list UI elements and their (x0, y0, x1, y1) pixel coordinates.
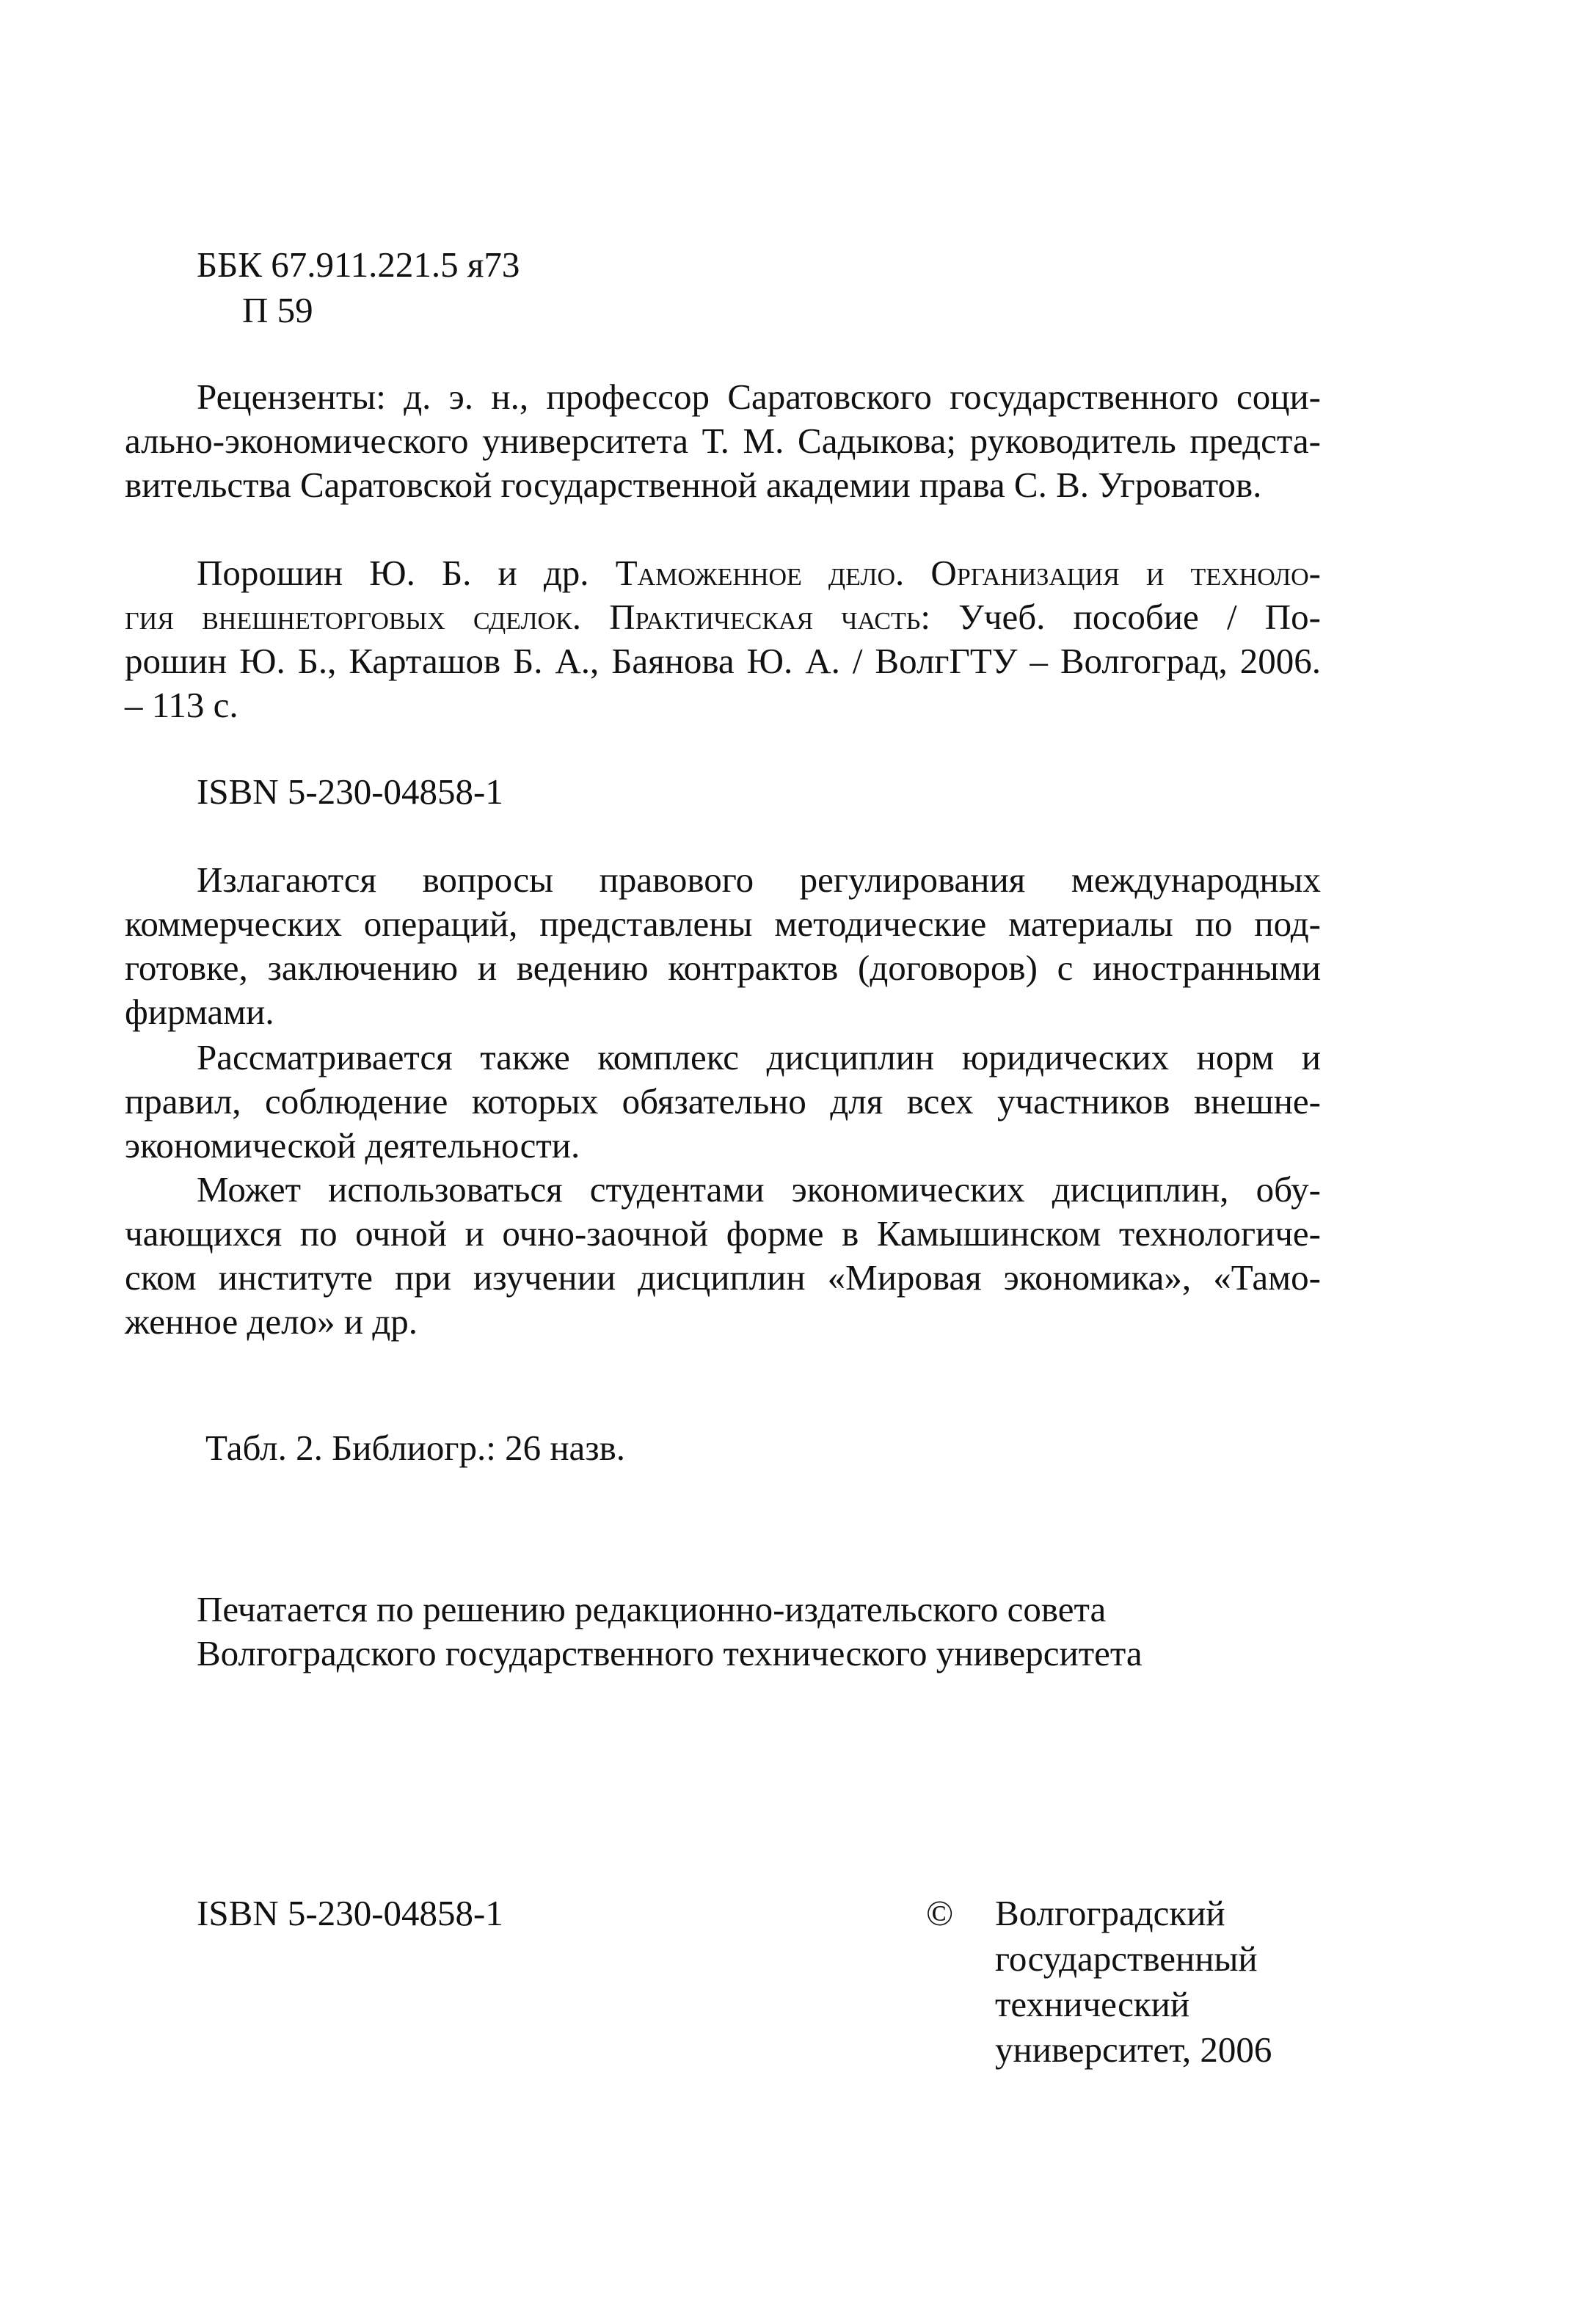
annotation-line: ском институте при изучении дисциплин «Мировая экономика», «Тамо- (125, 1257, 1321, 1298)
annotation-line: коммерческих операций, представлены методические материалы по под- (125, 904, 1321, 944)
tables-bibliography-count: Табл. 2. Библиогр.: 26 назв. (205, 1428, 626, 1468)
publication-note-line: Волгоградского государственного технического университета (197, 1633, 1143, 1673)
reviewers-line: вительства Саратовской государственной академии права С. В. Угроватов. (125, 465, 1262, 505)
copyright-holder-line: Волгоградский (995, 1893, 1225, 1933)
reviewers-line: Рецензенты: д. э. н., профессор Саратовского государственного соци- (197, 377, 1321, 417)
bbk-code: ББК 67.911.221.5 я73 (197, 244, 520, 285)
bibliography-title: гия внешнеторговых сделок. Практическая часть: (125, 597, 930, 637)
bibliography-line: рошин Ю. Б., Карташов Б. А., Баянова Ю. А. / ВолгГТУ – Волгоград, 2006. (125, 641, 1321, 681)
annotation-line: Рассматривается также комплекс дисциплин юридических норм и (197, 1037, 1321, 1077)
publication-note-line: Печатается по решению редакционно-издательского совета (197, 1589, 1107, 1629)
copyright-holder-line: университет, 2006 (995, 2029, 1272, 2070)
isbn-bottom: ISBN 5-230-04858-1 (197, 1893, 503, 1933)
author-mark: П 59 (242, 290, 313, 330)
annotation-line: готовке, заключению и ведению контрактов (договоров) с иностранными (125, 948, 1321, 988)
annotation-line: чающихся по очной и очно-заочной форме в Камышинском технологиче- (125, 1213, 1321, 1254)
bibliography-author: Порошин Ю. Б. и др. (197, 553, 616, 593)
copyright-sign: © (926, 1893, 954, 1933)
annotation-line: женное дело» и др. (125, 1301, 418, 1342)
reviewers-line: ально-экономического университета Т. М. Садыкова; руководитель предста- (125, 421, 1321, 461)
bibliography-text: Учеб. пособие / По- (930, 597, 1321, 637)
isbn-top: ISBN 5-230-04858-1 (197, 771, 503, 812)
annotation-line: экономической деятельности. (125, 1125, 580, 1166)
bibliography-line: – 113 с. (125, 685, 238, 725)
bibliography-line (197, 550, 1321, 596)
annotation-line: Может использоваться студентами экономических дисциплин, обу- (197, 1169, 1321, 1210)
copyright-holder-line: государственный (995, 1938, 1258, 1979)
bibliography-line (125, 595, 1321, 640)
annotation-line: фирмами. (125, 992, 274, 1032)
annotation-line: правил, соблюдение которых обязательно для всех участников внешне- (125, 1081, 1321, 1122)
annotation-line: Излагаются вопросы правового регулирования международных (197, 859, 1321, 900)
bibliography-title: Таможенное дело. Организация и техноло- (615, 553, 1321, 593)
copyright-holder-line: технический (995, 1984, 1190, 2024)
